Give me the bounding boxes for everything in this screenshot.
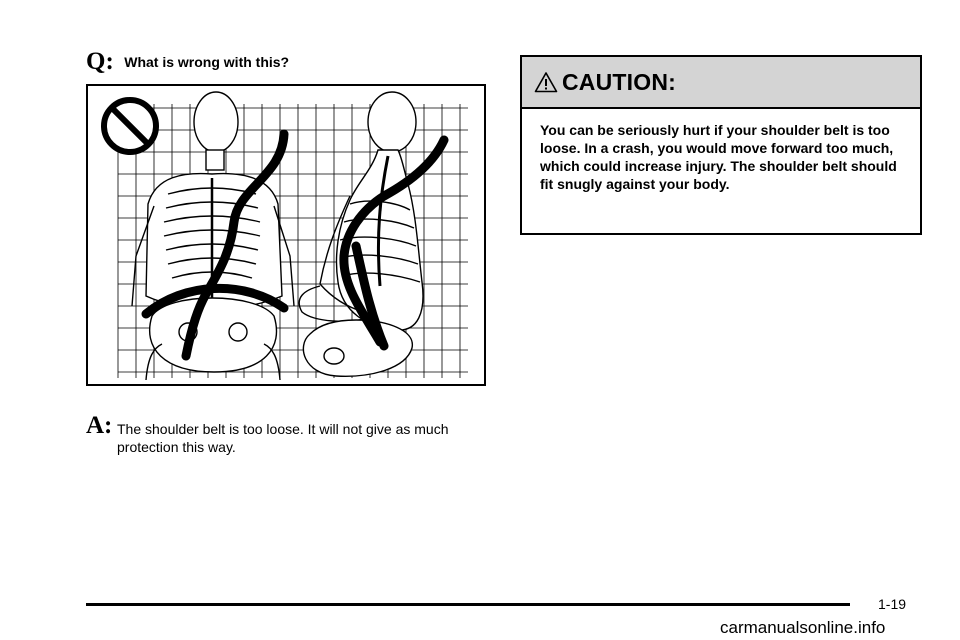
answer-text: The shoulder belt is too loose. It will not give as much protection this way. xyxy=(117,421,449,455)
question xyxy=(86,48,289,76)
footer-rule xyxy=(86,603,850,606)
seatbelt-illustration-drawing xyxy=(88,86,484,384)
question-text: What is wrong with this? xyxy=(124,54,290,70)
warning-triangle-icon xyxy=(534,71,558,93)
page-number: 1-19 xyxy=(878,596,907,612)
prohibition-icon xyxy=(104,100,156,152)
answer-mark-label: A: xyxy=(86,412,113,439)
seatbelt-illustration xyxy=(86,84,486,386)
question-mark-label: Q: xyxy=(86,48,114,75)
caution-header xyxy=(522,57,920,109)
caution-title: CAUTION: xyxy=(562,68,677,95)
caution-body-text: You can be seriously hurt if your shoulder belt is too loose. In a crash, you would move forward too much, which could increase injury. The shoulder belt should fit snugly against your body. xyxy=(540,122,897,192)
side-skeleton-figure xyxy=(299,92,423,376)
caution-box xyxy=(520,55,922,235)
watermark-text: carmanualsonline.info xyxy=(720,618,886,637)
